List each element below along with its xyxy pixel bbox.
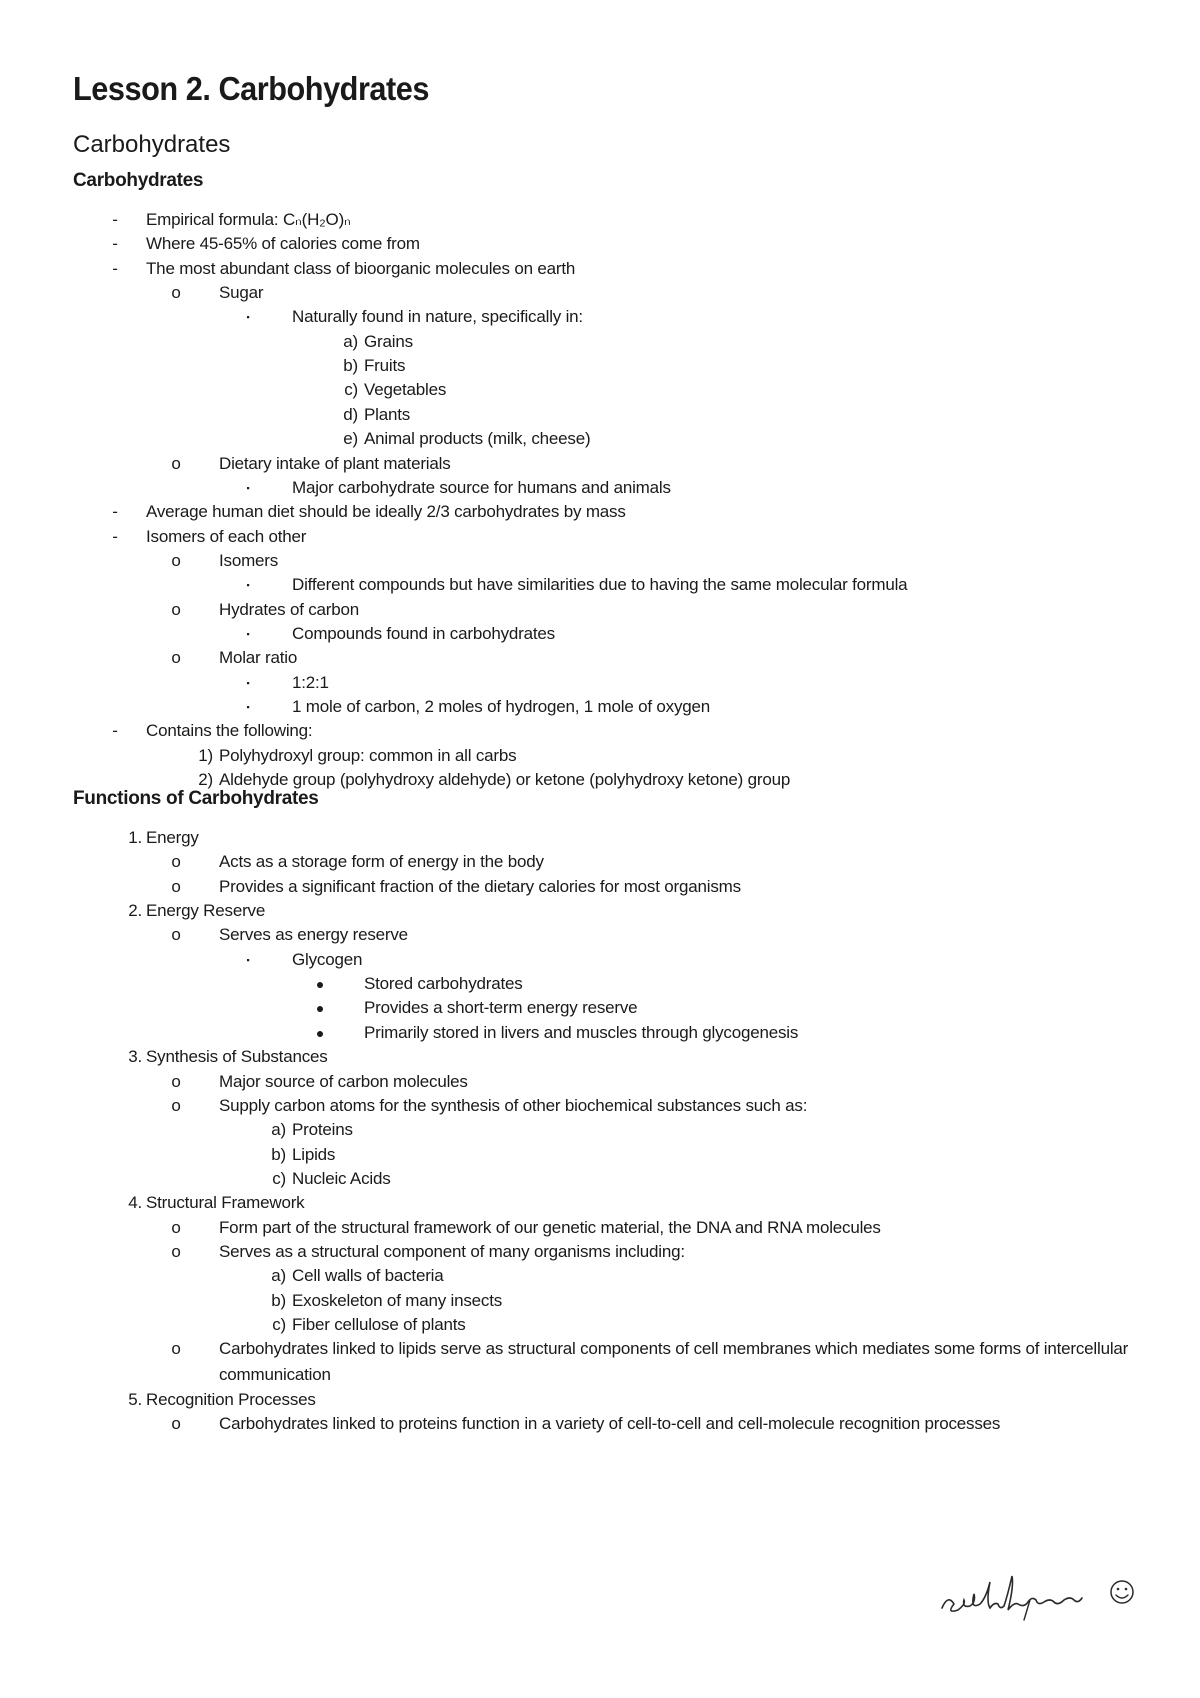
list-marker: d) <box>343 404 358 424</box>
list-item-text: Carbohydrates linked to proteins function in a variety of cell-to-cell and cell-molecule recognition processes <box>219 1414 1001 1434</box>
list-item-text: Supply carbon atoms for the synthesis of other biochemical substances such as: <box>219 1095 808 1115</box>
list-marker: c) <box>272 1315 286 1334</box>
list-marker: b) <box>271 1144 286 1164</box>
list-item-text: 1:2:1 <box>292 672 329 692</box>
list-item-text: Provides a short-term energy reserve <box>364 998 638 1018</box>
list-item-text: Major source of carbon molecules <box>219 1071 468 1091</box>
list-marker: ▪ <box>246 628 250 639</box>
list-item-text: Naturally found in nature, specifically in: <box>292 307 583 327</box>
list-marker: - <box>112 234 118 254</box>
list-marker: 2) <box>198 770 213 790</box>
list-item-text: Isomers <box>219 550 279 570</box>
list-item-text: Energy <box>146 828 199 847</box>
list-item-text: Plants <box>364 404 411 424</box>
list-item-text: Compounds found in carbohydrates <box>292 623 555 643</box>
list-marker: 1. <box>128 828 142 847</box>
list-marker: o <box>171 1095 181 1115</box>
list-marker: o <box>171 1071 181 1091</box>
list-marker: - <box>112 526 118 546</box>
list-marker: o <box>171 1217 181 1237</box>
list-item-text: Aldehyde group (polyhydroxy aldehyde) or ketone (polyhydroxy ketone) group <box>219 770 791 790</box>
list-item-text: Nucleic Acids <box>292 1168 391 1188</box>
list-marker: e) <box>343 429 358 449</box>
list-item-text: Proteins <box>292 1120 353 1140</box>
list-item-text: Exoskeleton of many insects <box>292 1290 503 1310</box>
list-marker: a) <box>271 1120 286 1140</box>
list-marker: 5. <box>128 1390 142 1410</box>
list-item-text: Provides a significant fraction of the dietary calories for most organisms <box>219 876 741 896</box>
list-marker: o <box>171 648 181 668</box>
list-item-text: Cell walls of bacteria <box>292 1266 444 1286</box>
list-marker: b) <box>343 356 358 376</box>
list-item-text: Animal products (milk, cheese) <box>364 429 591 449</box>
list-item-text: Synthesis of Substances <box>146 1047 328 1067</box>
page-title: Lesson 2. Carbohydrates <box>73 70 430 107</box>
list-item-text: Dietary intake of plant materials <box>219 453 451 473</box>
list-marker: ▪ <box>246 677 250 688</box>
list-item-text: Fiber cellulose of plants <box>292 1315 466 1334</box>
list-item-text: Energy Reserve <box>146 901 266 921</box>
list-item-text: Sugar <box>219 283 264 303</box>
list-item-text: Polyhydroxyl group: common in all carbs <box>219 745 517 765</box>
list-item-text: Major carbohydrate source for humans and animals <box>292 477 671 497</box>
list-marker: ● <box>315 976 325 993</box>
list-marker: - <box>112 258 118 278</box>
list-item-text: Grains <box>364 331 413 351</box>
list-item-text: Different compounds but have similarities due to having the same molecular formula <box>292 575 908 595</box>
list-marker: o <box>171 925 181 945</box>
list-item-text: 1 mole of carbon, 2 moles of hydrogen, 1 mole of oxygen <box>292 697 711 716</box>
list-marker: ▪ <box>246 954 250 965</box>
list-item-text: Average human diet should be ideally 2/3 carbohydrates by mass <box>146 502 626 522</box>
list-marker: o <box>171 550 181 570</box>
list-marker: - <box>112 721 118 741</box>
list-marker: o <box>171 876 181 896</box>
list-marker: o <box>171 852 181 872</box>
list-marker: 3. <box>128 1047 142 1067</box>
list-marker: c) <box>272 1168 286 1188</box>
list-item-text: Serves as a structural component of many organisms including: <box>219 1241 685 1261</box>
list-item-text: Hydrates of carbon <box>219 599 360 619</box>
list-marker: ▪ <box>246 482 250 493</box>
list-marker: - <box>112 210 118 229</box>
list-item-text: Stored carbohydrates <box>364 974 523 994</box>
list-marker: o <box>171 1414 181 1434</box>
section-title: Carbohydrates <box>73 131 231 158</box>
list-item-text: Carbohydrates linked to lipids serve as structural components of cell membranes which mediates some forms of intercellular communication <box>219 1339 1129 1385</box>
list-marker: ● <box>315 1000 325 1017</box>
list-item-text: Vegetables <box>364 380 447 400</box>
list-marker: b) <box>271 1290 286 1310</box>
list-item-text: Contains the following: <box>146 721 313 741</box>
list-item-text: The most abundant class of bioorganic molecules on earth <box>146 258 576 278</box>
list-marker: o <box>171 1241 181 1261</box>
list-marker: 4. <box>128 1193 142 1213</box>
list-item-text: Isomers of each other <box>146 526 307 546</box>
list-item-text: Recognition Processes <box>146 1390 316 1410</box>
list-marker: o <box>171 599 181 619</box>
list-marker: ▪ <box>246 580 250 591</box>
list-item-text: Empirical formula: Cₙ(H₂O)ₙ <box>146 210 351 229</box>
list-item-text: Primarily stored in livers and muscles through glycogenesis <box>364 1022 799 1042</box>
list-item-text: Structural Framework <box>146 1193 305 1213</box>
list-marker: a) <box>271 1266 286 1286</box>
list-marker: - <box>112 502 118 522</box>
list-item-text: Fruits <box>364 356 406 376</box>
list-marker: o <box>171 1339 181 1359</box>
subsection-heading: Functions of Carbohydrates <box>73 788 319 809</box>
list-item-text: Acts as a storage form of energy in the body <box>219 852 544 872</box>
handwritten-signature <box>932 1568 1142 1628</box>
subsection-heading: Carbohydrates <box>73 170 204 191</box>
list-marker: o <box>171 283 181 303</box>
list-marker: o <box>171 453 181 473</box>
list-marker: ▪ <box>246 312 250 323</box>
list-marker: ▪ <box>246 702 250 712</box>
list-item-text: Glycogen <box>292 949 363 969</box>
list-marker: 1) <box>198 745 213 765</box>
list-item-text: Where 45-65% of calories come from <box>146 234 420 254</box>
list-marker: ● <box>315 1024 325 1041</box>
list-item-text: Form part of the structural framework of our genetic material, the DNA and RNA molecules <box>219 1217 881 1237</box>
list-item-text: Molar ratio <box>219 648 298 668</box>
list-marker: a) <box>343 331 358 351</box>
list-marker: 2. <box>128 901 142 921</box>
list-item-text: Serves as energy reserve <box>219 925 408 945</box>
list-item-text: Lipids <box>292 1144 336 1164</box>
list-marker: c) <box>344 380 358 400</box>
